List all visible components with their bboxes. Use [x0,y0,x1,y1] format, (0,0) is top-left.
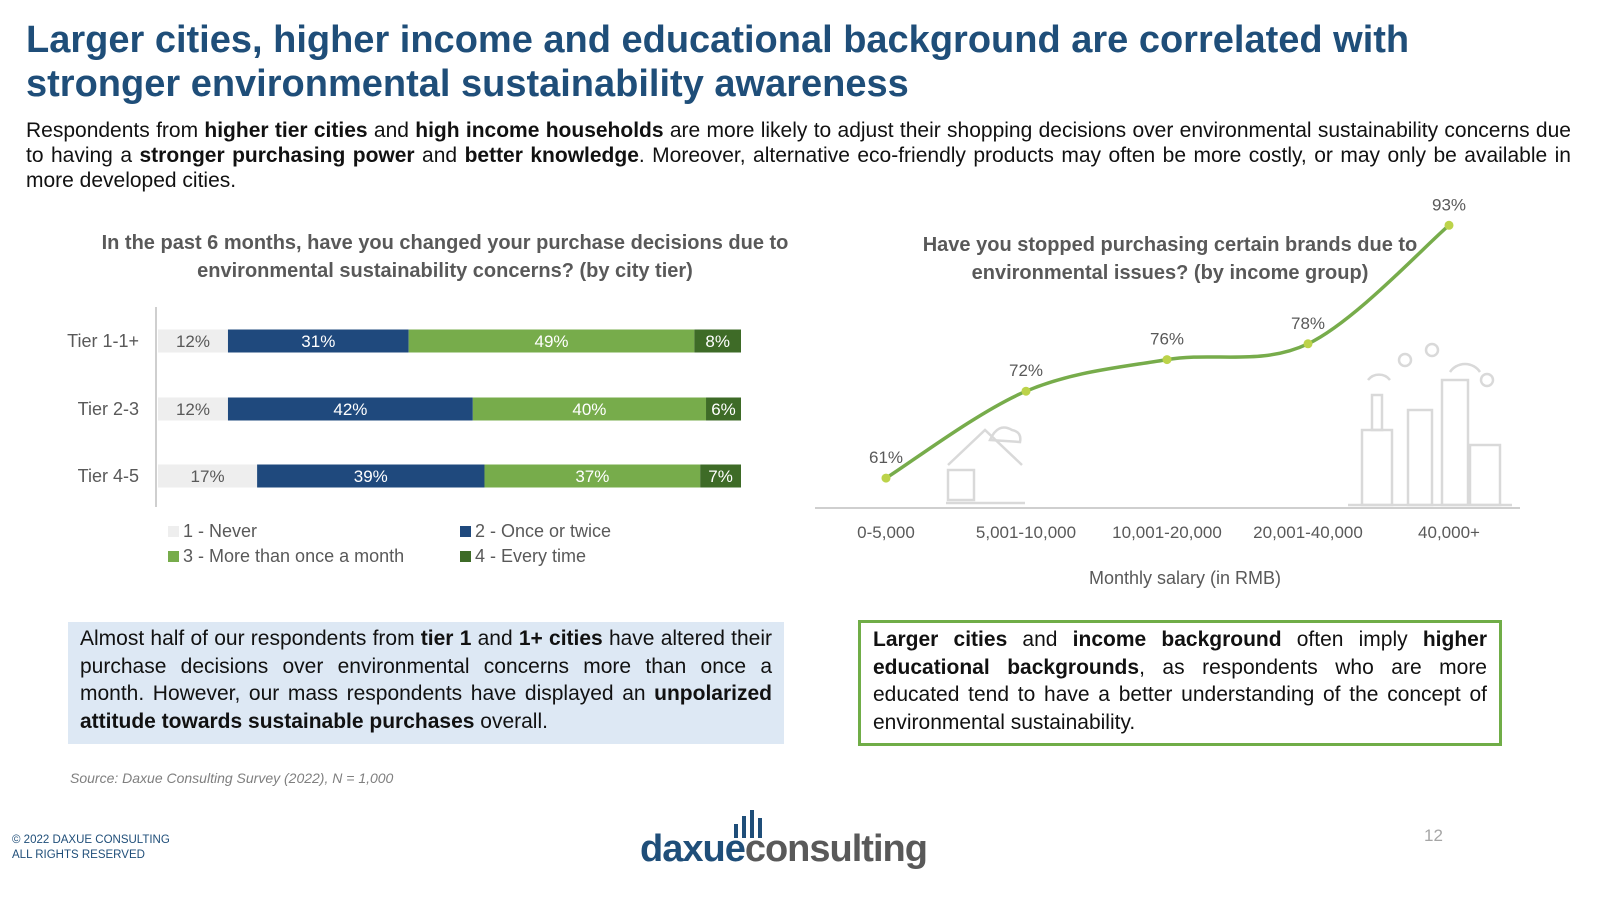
data-point [882,474,891,483]
data-label: 49% [534,332,569,351]
data-point [1022,387,1031,396]
data-point [1445,221,1454,230]
text-run: and [1007,628,1073,651]
source-note: Source: Daxue Consulting Survey (2022), N = 1,000 [70,770,394,786]
category-label: Tier 2-3 [77,399,139,419]
text-run: unpolarized attitude towards sustainable purchases [80,682,772,733]
text-run: Larger cities [873,628,1008,651]
text-run: Almost half of our respondents from [80,627,421,650]
x-axis-title: Monthly salary (in RMB) [1088,568,1282,588]
city-skyline-icon [1348,344,1512,505]
text-run: often imply [1281,628,1423,651]
data-label: 93% [1431,195,1467,215]
data-label: 76% [1149,329,1185,349]
data-label: 12% [175,332,210,351]
data-label: 12% [175,400,210,419]
x-tick-label: 20,001-40,000 [1253,523,1363,542]
text-run: better knowledge [464,144,639,167]
callout-city-tier [68,622,784,744]
text-run: income background [1072,628,1282,651]
page-title: Larger cities, higher income and educational background are correlated with stronger environmental sustainability awareness [26,19,1410,105]
legend-label: 2 - Once or twice [475,521,612,541]
text-run: 1+ cities [518,627,603,650]
text-run: tier 1 [420,627,472,650]
text-run: . Moreover, alternative eco-friendly products may often be more costly, or may only be available in more developed cities. [26,144,1571,192]
text-run: , as respondents who are more educated tend to have a better understanding of the concept of environmental sustainability. [873,655,1487,734]
copyright-line: ALL RIGHTS RESERVED [12,849,145,861]
legend-label: 4 - Every time [475,546,587,566]
copyright-line: © 2022 DAXUE CONSULTING [12,834,170,846]
data-label: 8% [705,332,730,351]
data-label: 72% [1008,361,1044,381]
data-label: 31% [301,332,336,351]
series-line [886,225,1449,478]
text-run: higher tier cities [204,119,368,142]
data-label: 37% [575,467,610,486]
data-label: 42% [333,400,368,419]
callout-income [858,620,1502,746]
data-label: 40% [572,400,607,419]
text-run: higher educational backgrounds [873,628,1487,679]
data-label: 17% [190,467,225,486]
bar-chart-title: In the past 6 months, have you changed your purchase decisions due to environmental sustainability concerns? (by city tier) [101,232,789,282]
data-label: 7% [708,467,733,486]
text-run: overall. [474,709,548,733]
data-label: 78% [1290,313,1326,333]
category-label: Tier 4-5 [77,466,139,486]
company-logo [640,806,930,870]
x-tick-label: 40,000+ [1418,523,1480,542]
data-point [1163,355,1172,364]
legend-label: 3 - More than once a month [183,546,405,566]
house-icon [946,428,1025,503]
line-chart-title: Have you stopped purchasing certain brands due to environmental issues? (by income group) [922,234,1418,284]
text-run: stronger purchasing power [139,144,415,167]
data-label: 39% [353,467,388,486]
text-run: and [471,627,519,650]
text-run: have altered their purchase decisions over environmental concerns more than once a month. However, our mass respondents have displayed an [80,627,772,705]
data-label: 61% [868,448,904,468]
data-label: 6% [711,400,736,419]
logo-word: daxue [640,828,745,870]
x-tick-label: 5,001-10,000 [975,523,1077,542]
text-run: Respondents from [26,119,205,142]
logo-word: consulting [744,828,927,870]
x-tick-label: 10,001-20,000 [1112,523,1222,542]
text-run: are more likely to adjust their shopping decisions over environmental sustainability concerns due to having a [26,119,1571,167]
copyright [12,833,170,863]
text-run: and [414,144,465,167]
text-run: high income households [415,119,664,142]
text-run: and [367,119,416,142]
category-label: Tier 1-1+ [67,331,139,351]
data-point [1304,339,1313,348]
x-tick-label: 0-5,000 [857,523,915,542]
legend-label: 1 - Never [183,521,258,541]
page-number: 12 [1424,826,1443,845]
